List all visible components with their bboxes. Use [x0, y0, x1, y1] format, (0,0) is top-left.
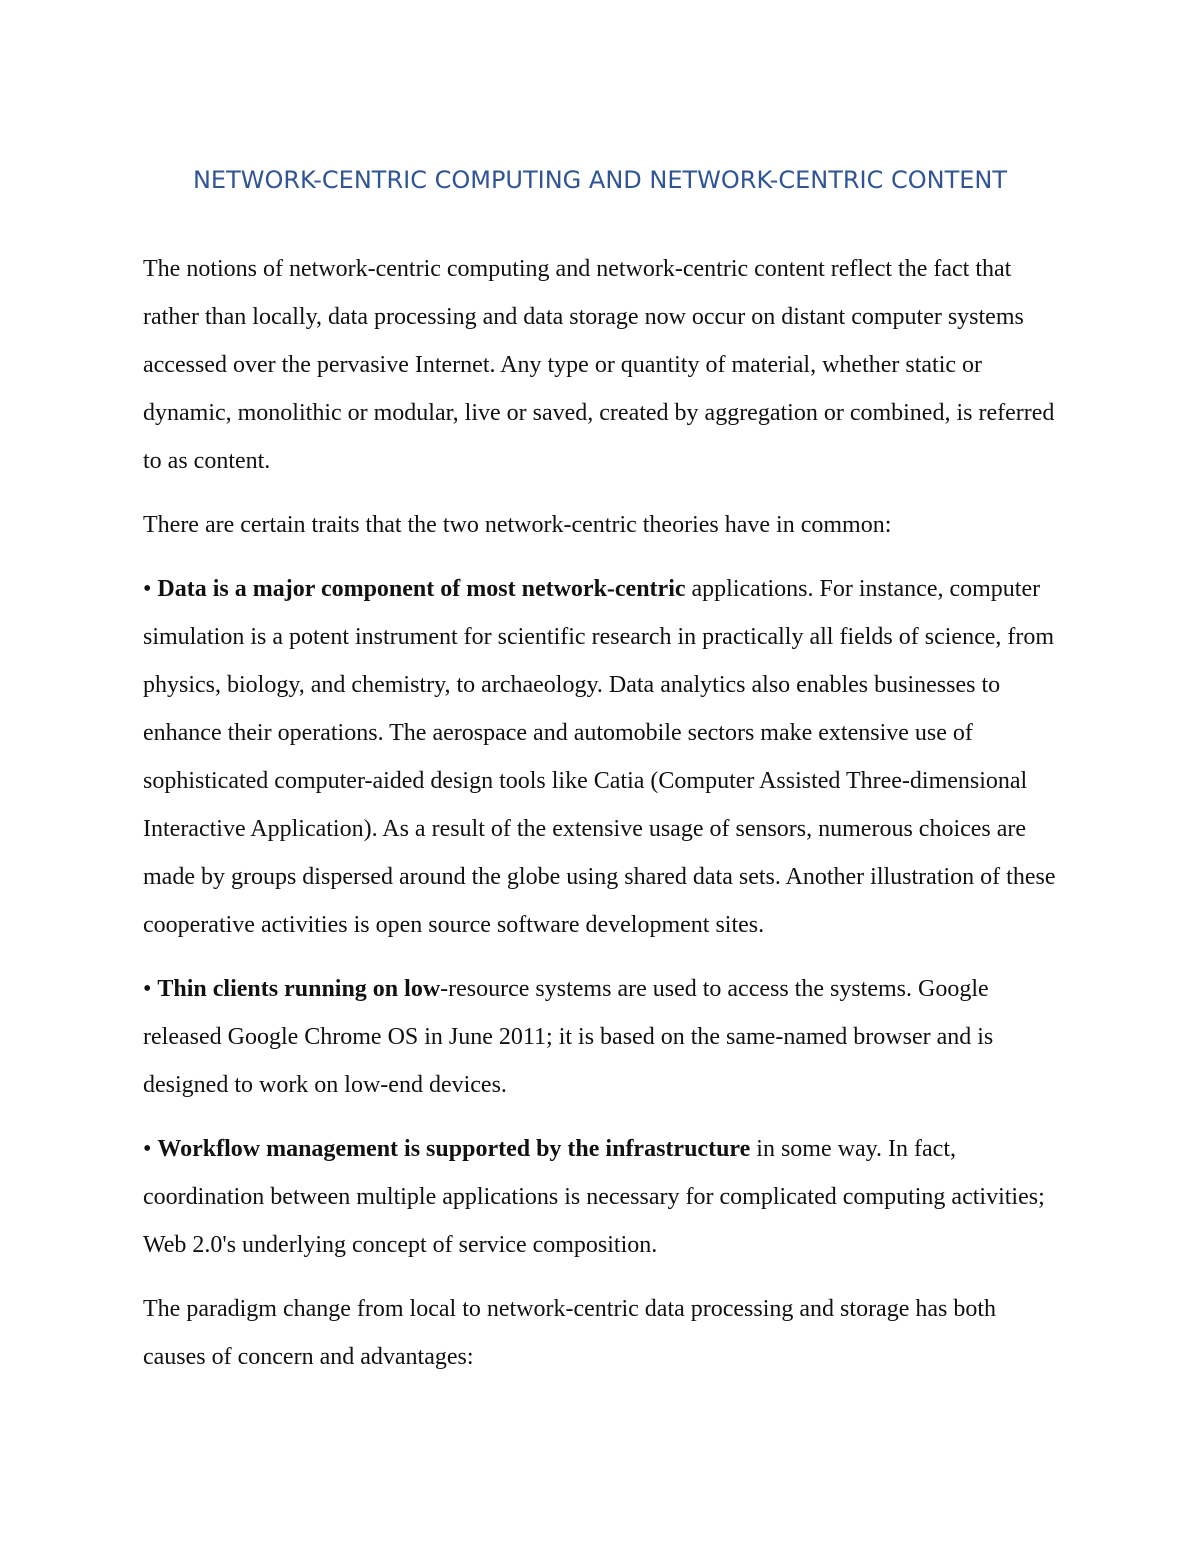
bullet-text: in some way. In fact, coordination between multiple applications is necessary for complicated computing activities; Web 2.0's underlying concept of service composition. [143, 1136, 1045, 1258]
traits-lead-paragraph: There are certain traits that the two network-centric theories have in common: [143, 512, 892, 538]
intro-paragraph: The notions of network-centric computing and network-centric content reflect the fact that rather than locally, data processing and data storage now occur on distant computer systems accessed over the pervasive Internet. Any type or quantity of material, whether static or dynamic, monolithic or modular, live or saved, created by aggregation or combined, is referred to as content. [143, 256, 1055, 474]
closing-paragraph: The paradigm change from local to network-centric data processing and storage has both causes of concern and advantages: [143, 1296, 997, 1370]
bullet-bold-text: Thin clients running on low [157, 976, 441, 1002]
document-title: NETWORK-CENTRIC COMPUTING AND NETWORK-CENTRIC CONTENT [192, 166, 1008, 194]
bullet-item-data [143, 565, 1063, 949]
bullet-marker: • [143, 576, 158, 602]
bullet-marker: • [143, 1136, 158, 1162]
bullet-text: applications. For instance, computer simulation is a potent instrument for scientific research in practically all fields of science, from physics, biology, and chemistry, to archaeology. Data analytics also enables businesses to enhance their operations. The aerospace and automobile sectors make extensive use of sophisticated computer-aided design tools like Catia (Computer Assisted Three-dimensional Interactive Application). As a result of the extensive usage of sensors, numerous choices are made by groups dispersed around the globe using shared data sets. Another illustration of these cooperative activities is open source software development sites. [143, 576, 1056, 938]
bullet-item-thin-clients [143, 965, 1063, 1109]
document-body [143, 245, 1063, 1397]
bullet-marker: • [143, 976, 158, 1002]
bullet-bold-text: Workflow management is supported by the infrastructure [157, 1136, 751, 1162]
bullet-item-workflow [143, 1125, 1063, 1269]
bullet-bold-text: Data is a major component of most network-centric [157, 576, 686, 602]
bullet-text: -resource systems are used to access the systems. Google released Google Chrome OS in June 2011; it is based on the same-named browser and is designed to work on low-end devices. [143, 976, 994, 1098]
